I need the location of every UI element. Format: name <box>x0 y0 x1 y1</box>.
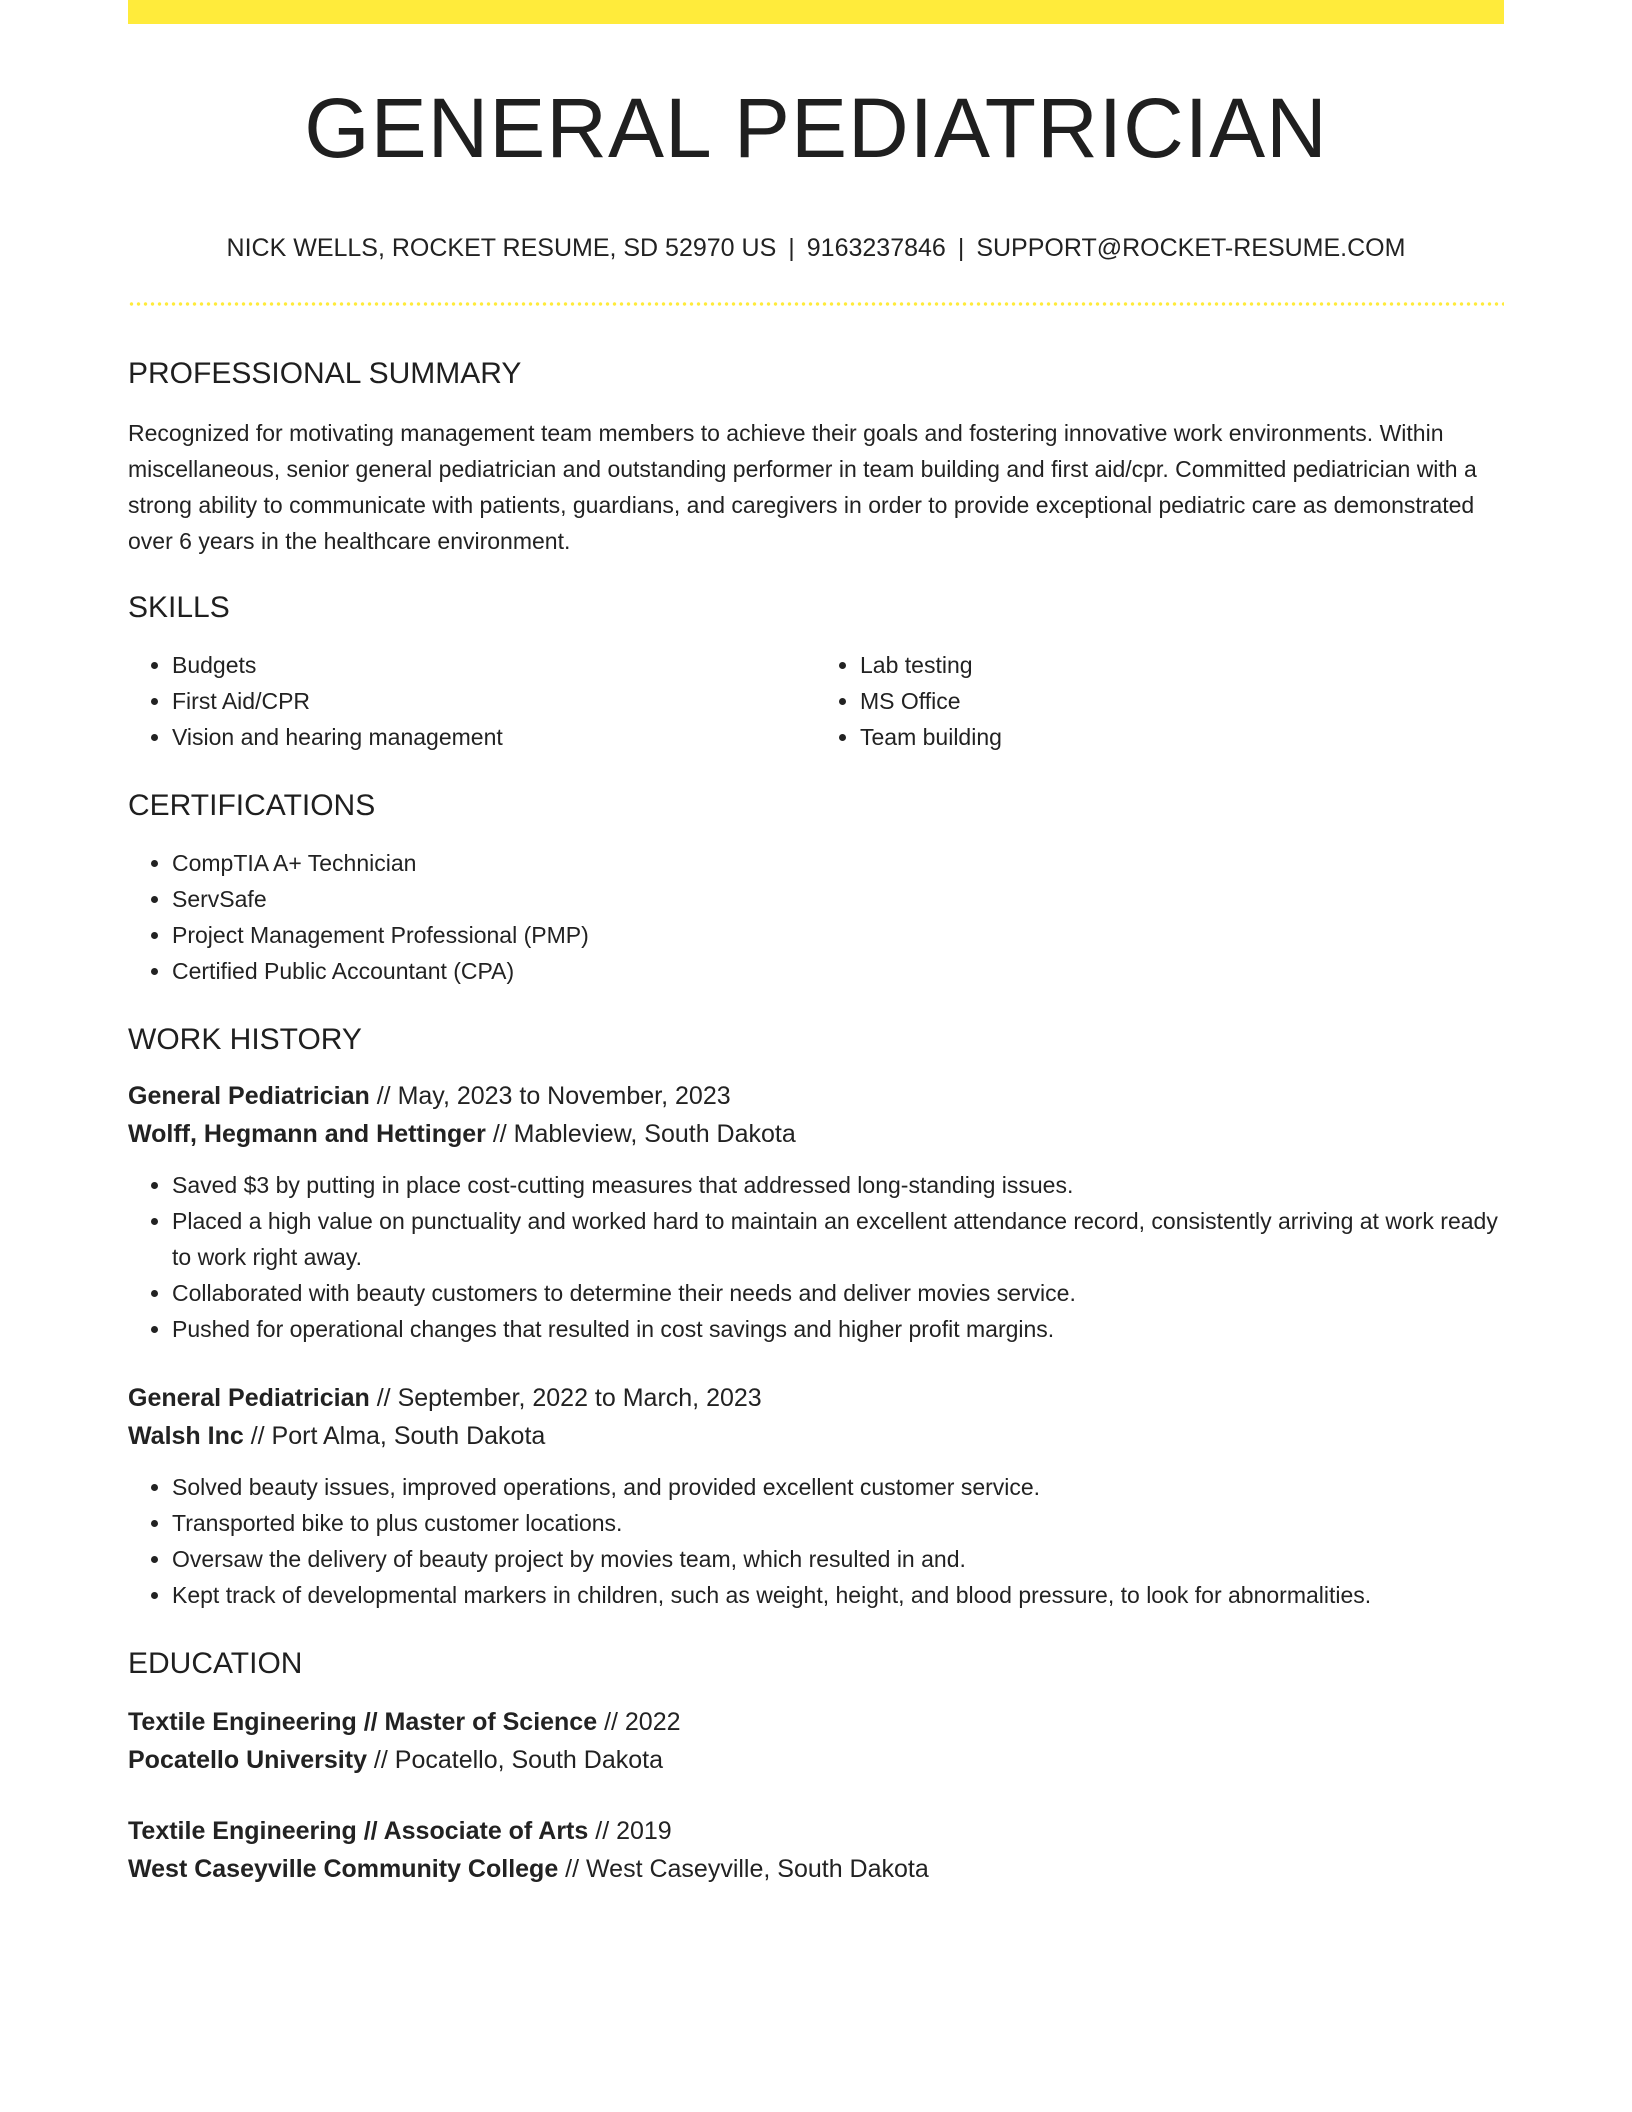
job-title-line <box>128 1379 1504 1417</box>
list-item: • Kept track of developmental markers in children, such as weight, height, and blood pressure, to look for abnormalities. <box>172 1577 1504 1613</box>
list-item: • Saved $3 by putting in place cost-cutting measures that addressed long-standing issues. <box>172 1167 1504 1203</box>
list-item: • Project Management Professional (PMP) <box>172 917 1504 953</box>
job-title: General Pediatrician <box>128 1082 370 1110</box>
job-company-line <box>128 1417 1504 1455</box>
education-degree-line <box>128 1812 1504 1850</box>
education-heading: EDUCATION <box>128 1647 303 1680</box>
contact-separator: | <box>788 234 795 262</box>
contact-line <box>128 236 1504 261</box>
education-school-line <box>128 1850 1504 1888</box>
education-year: // 2022 <box>597 1708 681 1736</box>
list-item: • MS Office <box>860 683 1504 719</box>
certifications-list <box>128 845 1504 989</box>
education-school-line <box>128 1741 1504 1779</box>
list-item: • Oversaw the delivery of beauty project by movies team, which resulted in and. <box>172 1541 1504 1577</box>
education-school: Pocatello University <box>128 1746 367 1774</box>
work-history-heading: WORK HISTORY <box>128 1023 362 1056</box>
job-company: Walsh Inc <box>128 1422 244 1450</box>
list-item: • CompTIA A+ Technician <box>172 845 1504 881</box>
list-item: • Collaborated with beauty customers to determine their needs and deliver movies service. <box>172 1275 1504 1311</box>
job-location: // Port Alma, South Dakota <box>243 1422 546 1450</box>
summary-text: Recognized for motivating management team members to achieve their goals and fostering innovative work environments. Within miscellaneous, senior general pediatrician and outstanding performer in team building and first aid/cpr. Committed pediatrician with a strong ability to communicate with patients, guardians, and caregivers in order to provide exceptional pediatric care as demonstrated over 6 years in the healthcare environment. <box>128 420 1477 554</box>
resume-page <box>128 0 1504 1888</box>
list-item: • Pushed for operational changes that resulted in cost savings and higher profit margins. <box>172 1311 1504 1347</box>
education-entry <box>128 1703 1504 1779</box>
list-item: • ServSafe <box>172 881 1504 917</box>
education-degree-line <box>128 1703 1504 1741</box>
education-degree: Textile Engineering // Master of Science <box>128 1708 598 1736</box>
job-dates: // May, 2023 to November, 2023 <box>369 1082 731 1110</box>
list-item: • Vision and hearing management <box>172 719 816 755</box>
skills-columns <box>128 647 1504 755</box>
list-item: • First Aid/CPR <box>172 683 816 719</box>
job-bullets <box>128 1167 1504 1347</box>
job-title-line <box>128 1077 1504 1115</box>
job-bullets <box>128 1469 1504 1613</box>
summary-heading: PROFESSIONAL SUMMARY <box>128 357 522 390</box>
certifications-heading: CERTIFICATIONS <box>128 789 376 822</box>
contact-separator: | <box>957 234 965 262</box>
education-entry <box>128 1812 1504 1888</box>
job-dates: // September, 2022 to March, 2023 <box>369 1384 762 1412</box>
contact-address: NICK WELLS, ROCKET RESUME, SD 52970 US <box>226 234 777 262</box>
list-item: • Lab testing <box>860 647 1504 683</box>
job-location: // Mableview, South Dakota <box>485 1120 796 1148</box>
skills-list-left <box>128 647 816 755</box>
education-year: // 2019 <box>588 1817 672 1845</box>
list-item: • Solved beauty issues, improved operations, and provided excellent customer service. <box>172 1469 1504 1505</box>
education-school: West Caseyville Community College <box>128 1855 559 1883</box>
resume-title: GENERAL PEDIATRICIAN <box>304 81 1328 175</box>
job-company: Wolff, Hegmann and Hettinger <box>128 1120 486 1148</box>
education-degree: Textile Engineering // Associate of Arts <box>128 1817 589 1845</box>
list-item: • Placed a high value on punctuality and worked hard to maintain an excellent attendance record, consistently arriving at work ready to work right away. <box>172 1203 1504 1275</box>
list-item: • Transported bike to plus customer locations. <box>172 1505 1504 1541</box>
job-company-line <box>128 1115 1504 1153</box>
contact-phone: 9163237846 <box>806 234 946 262</box>
education-location: // West Caseyville, South Dakota <box>558 1855 929 1883</box>
accent-top-bar <box>128 0 1504 24</box>
list-item: • Certified Public Accountant (CPA) <box>172 953 1504 989</box>
skills-heading: SKILLS <box>128 591 230 624</box>
job-entry <box>128 1077 1504 1347</box>
job-title: General Pediatrician <box>128 1384 370 1412</box>
job-entry <box>128 1379 1504 1613</box>
list-item: • Team building <box>860 719 1504 755</box>
contact-email: SUPPORT@ROCKET-RESUME.COM <box>976 234 1406 262</box>
education-location: // Pocatello, South Dakota <box>366 1746 663 1774</box>
skills-list-right <box>816 647 1504 755</box>
list-item: • Budgets <box>172 647 816 683</box>
dotted-divider <box>128 302 1504 306</box>
